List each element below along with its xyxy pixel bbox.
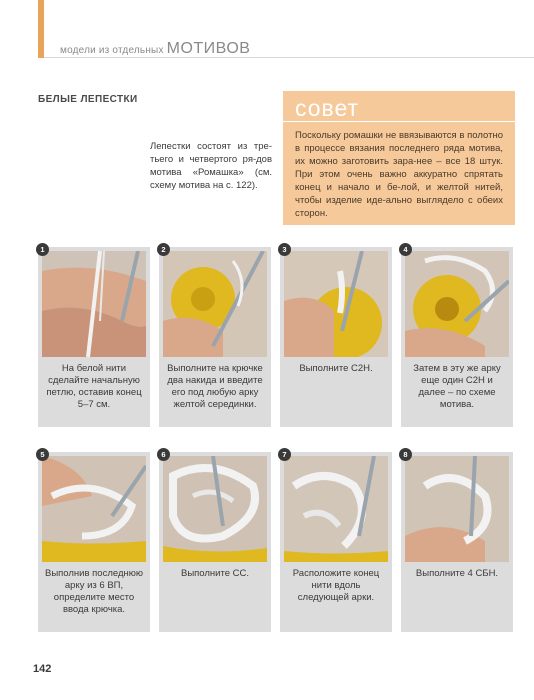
step-caption: На белой нити сделайте начальную петлю, оставив конец 5–7 см.: [46, 363, 142, 410]
step-badge: 6: [157, 448, 170, 461]
step-badge: 8: [399, 448, 412, 461]
intro-text: Лепестки состоят из тре-тьего и четвертого ря-дов мотива «Ромашка» (см. схему мотива на с. 122).: [150, 141, 272, 191]
page-number: 142: [33, 663, 52, 675]
step-badge: 4: [399, 243, 412, 256]
tip-text: Поскольку ромашки не ввязываются в полотно в процессе вязания последнего ряда мотива, их можно заготовить зара-нее – все 18 штук. При этом очень важно аккуратно спрятать конец и начало и бе-лой, и желтой нитей, чтобы изделие иде-ально выглядело с обеих сторон.: [295, 130, 503, 219]
step-1: [38, 247, 150, 427]
step-badge: 3: [278, 243, 291, 256]
step-photo: [284, 456, 388, 562]
tip-title: совет: [295, 95, 360, 121]
step-6: [159, 452, 271, 632]
tip-title-underline: [283, 121, 515, 122]
step-7: [280, 452, 392, 632]
step-photo: [163, 251, 267, 357]
step-3: [280, 247, 392, 427]
step-caption: Расположите конец нити вдоль следующей арки.: [292, 568, 380, 603]
step-photo: [284, 251, 388, 357]
running-header: [60, 40, 250, 58]
step-caption: Выполните на крючке два накида и введите его под любую арку желтой серединки.: [167, 363, 263, 410]
step-caption: Затем в эту же арку еще один С2Н и далее – по схеме мотива.: [413, 363, 501, 410]
step-8: [401, 452, 513, 632]
step-photo: [42, 251, 146, 357]
header-prefix: модели из отдельных: [60, 45, 164, 56]
step-photo: [405, 251, 509, 357]
step-2: [159, 247, 271, 427]
step-caption: Выполните 4 СБН.: [415, 568, 499, 579]
step-photo: [405, 456, 509, 562]
header-title: МОТИВОВ: [166, 40, 251, 57]
step-badge: 5: [36, 448, 49, 461]
step-photo: [163, 456, 267, 562]
step-badge: 2: [157, 243, 170, 256]
step-caption: Выполните СС.: [180, 568, 249, 579]
step-photo: [42, 456, 146, 562]
step-badge: 1: [36, 243, 49, 256]
section-title: БЕЛЫЕ ЛЕПЕСТКИ: [38, 94, 138, 105]
step-4: [401, 247, 513, 427]
step-caption: Выполните С2Н.: [299, 363, 373, 374]
step-5: [38, 452, 150, 632]
step-caption: Выполнив последнюю арку из 6 ВП, определите место ввода крючка.: [44, 568, 143, 615]
header-accent-bar: [38, 0, 44, 58]
tip-box: [283, 91, 515, 225]
step-badge: 7: [278, 448, 291, 461]
